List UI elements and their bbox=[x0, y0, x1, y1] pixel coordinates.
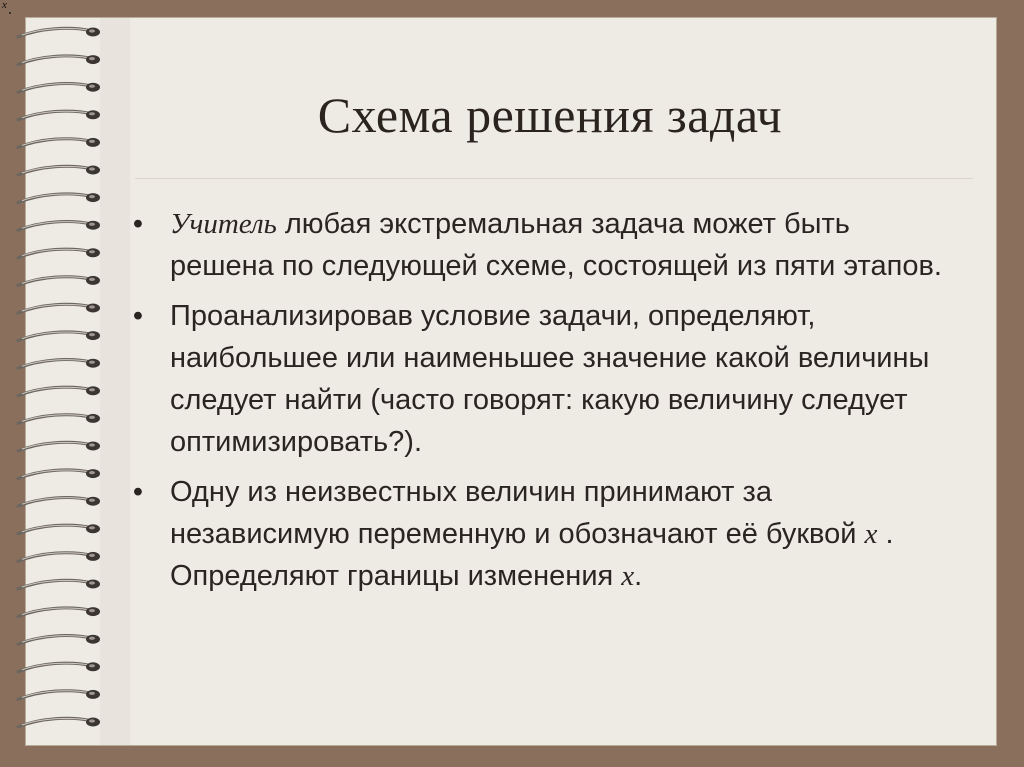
bullet-lead-emphasis: Учитель bbox=[170, 208, 277, 240]
variable-x: x bbox=[621, 560, 635, 592]
binding-ring bbox=[18, 386, 100, 396]
bullet-dot: • bbox=[132, 300, 144, 332]
binding-ring bbox=[18, 193, 100, 203]
spiral-binding-icon bbox=[0, 18, 120, 745]
binding-ring bbox=[18, 442, 100, 452]
binding-ring bbox=[18, 690, 100, 700]
corner-mark: x bbox=[2, 0, 7, 11]
binding-ring bbox=[18, 552, 100, 562]
binding-ring bbox=[18, 414, 100, 424]
binding-ring bbox=[18, 248, 100, 257]
binding-ring bbox=[18, 359, 100, 369]
binding-ring bbox=[18, 331, 100, 341]
binding-ring bbox=[18, 83, 100, 93]
binding-ring bbox=[18, 469, 100, 479]
binding-ring bbox=[18, 635, 100, 645]
binding-ring bbox=[18, 524, 100, 534]
bullet-text: . Определяют границы изменения bbox=[170, 518, 894, 592]
binding-ring bbox=[18, 28, 100, 38]
binding-ring bbox=[18, 276, 100, 286]
variable-x: x bbox=[864, 518, 878, 550]
binding-ring bbox=[18, 110, 100, 120]
bullet-dot: • bbox=[132, 208, 144, 240]
binding-ring bbox=[18, 607, 100, 617]
bullet-text: . bbox=[634, 560, 643, 592]
corner-dot bbox=[9, 12, 11, 14]
binding-ring bbox=[18, 304, 100, 314]
bullet-text: Одну из неизвестных величин принимают за независимую переменную и обозначают её буквой bbox=[170, 476, 865, 550]
binding-ring bbox=[18, 497, 100, 507]
bullet-text: Проанализировав условие задачи, определяют, наибольшее или наименьшее значение какой величины следует найти (часто говорят: какую величину следует оптимизировать?). bbox=[170, 300, 930, 458]
binding-ring bbox=[18, 580, 100, 590]
binding-ring bbox=[18, 55, 100, 65]
binding-ring bbox=[18, 221, 100, 231]
bullet-item bbox=[128, 203, 948, 287]
bullet-dot: • bbox=[132, 476, 144, 508]
title-divider bbox=[135, 178, 973, 179]
bullet-item bbox=[128, 471, 948, 597]
binding-ring bbox=[18, 166, 100, 176]
bullet-item bbox=[128, 295, 948, 463]
bullet-text: любая экстремальная задача может быть решена по следующей схеме, состоящей из пяти этапов. bbox=[170, 208, 942, 282]
bullet-list bbox=[128, 203, 948, 605]
binding-ring bbox=[18, 138, 100, 148]
slide-title: Схема решения задач bbox=[317, 87, 783, 143]
binding-ring bbox=[18, 718, 100, 728]
binding-ring bbox=[18, 662, 100, 672]
